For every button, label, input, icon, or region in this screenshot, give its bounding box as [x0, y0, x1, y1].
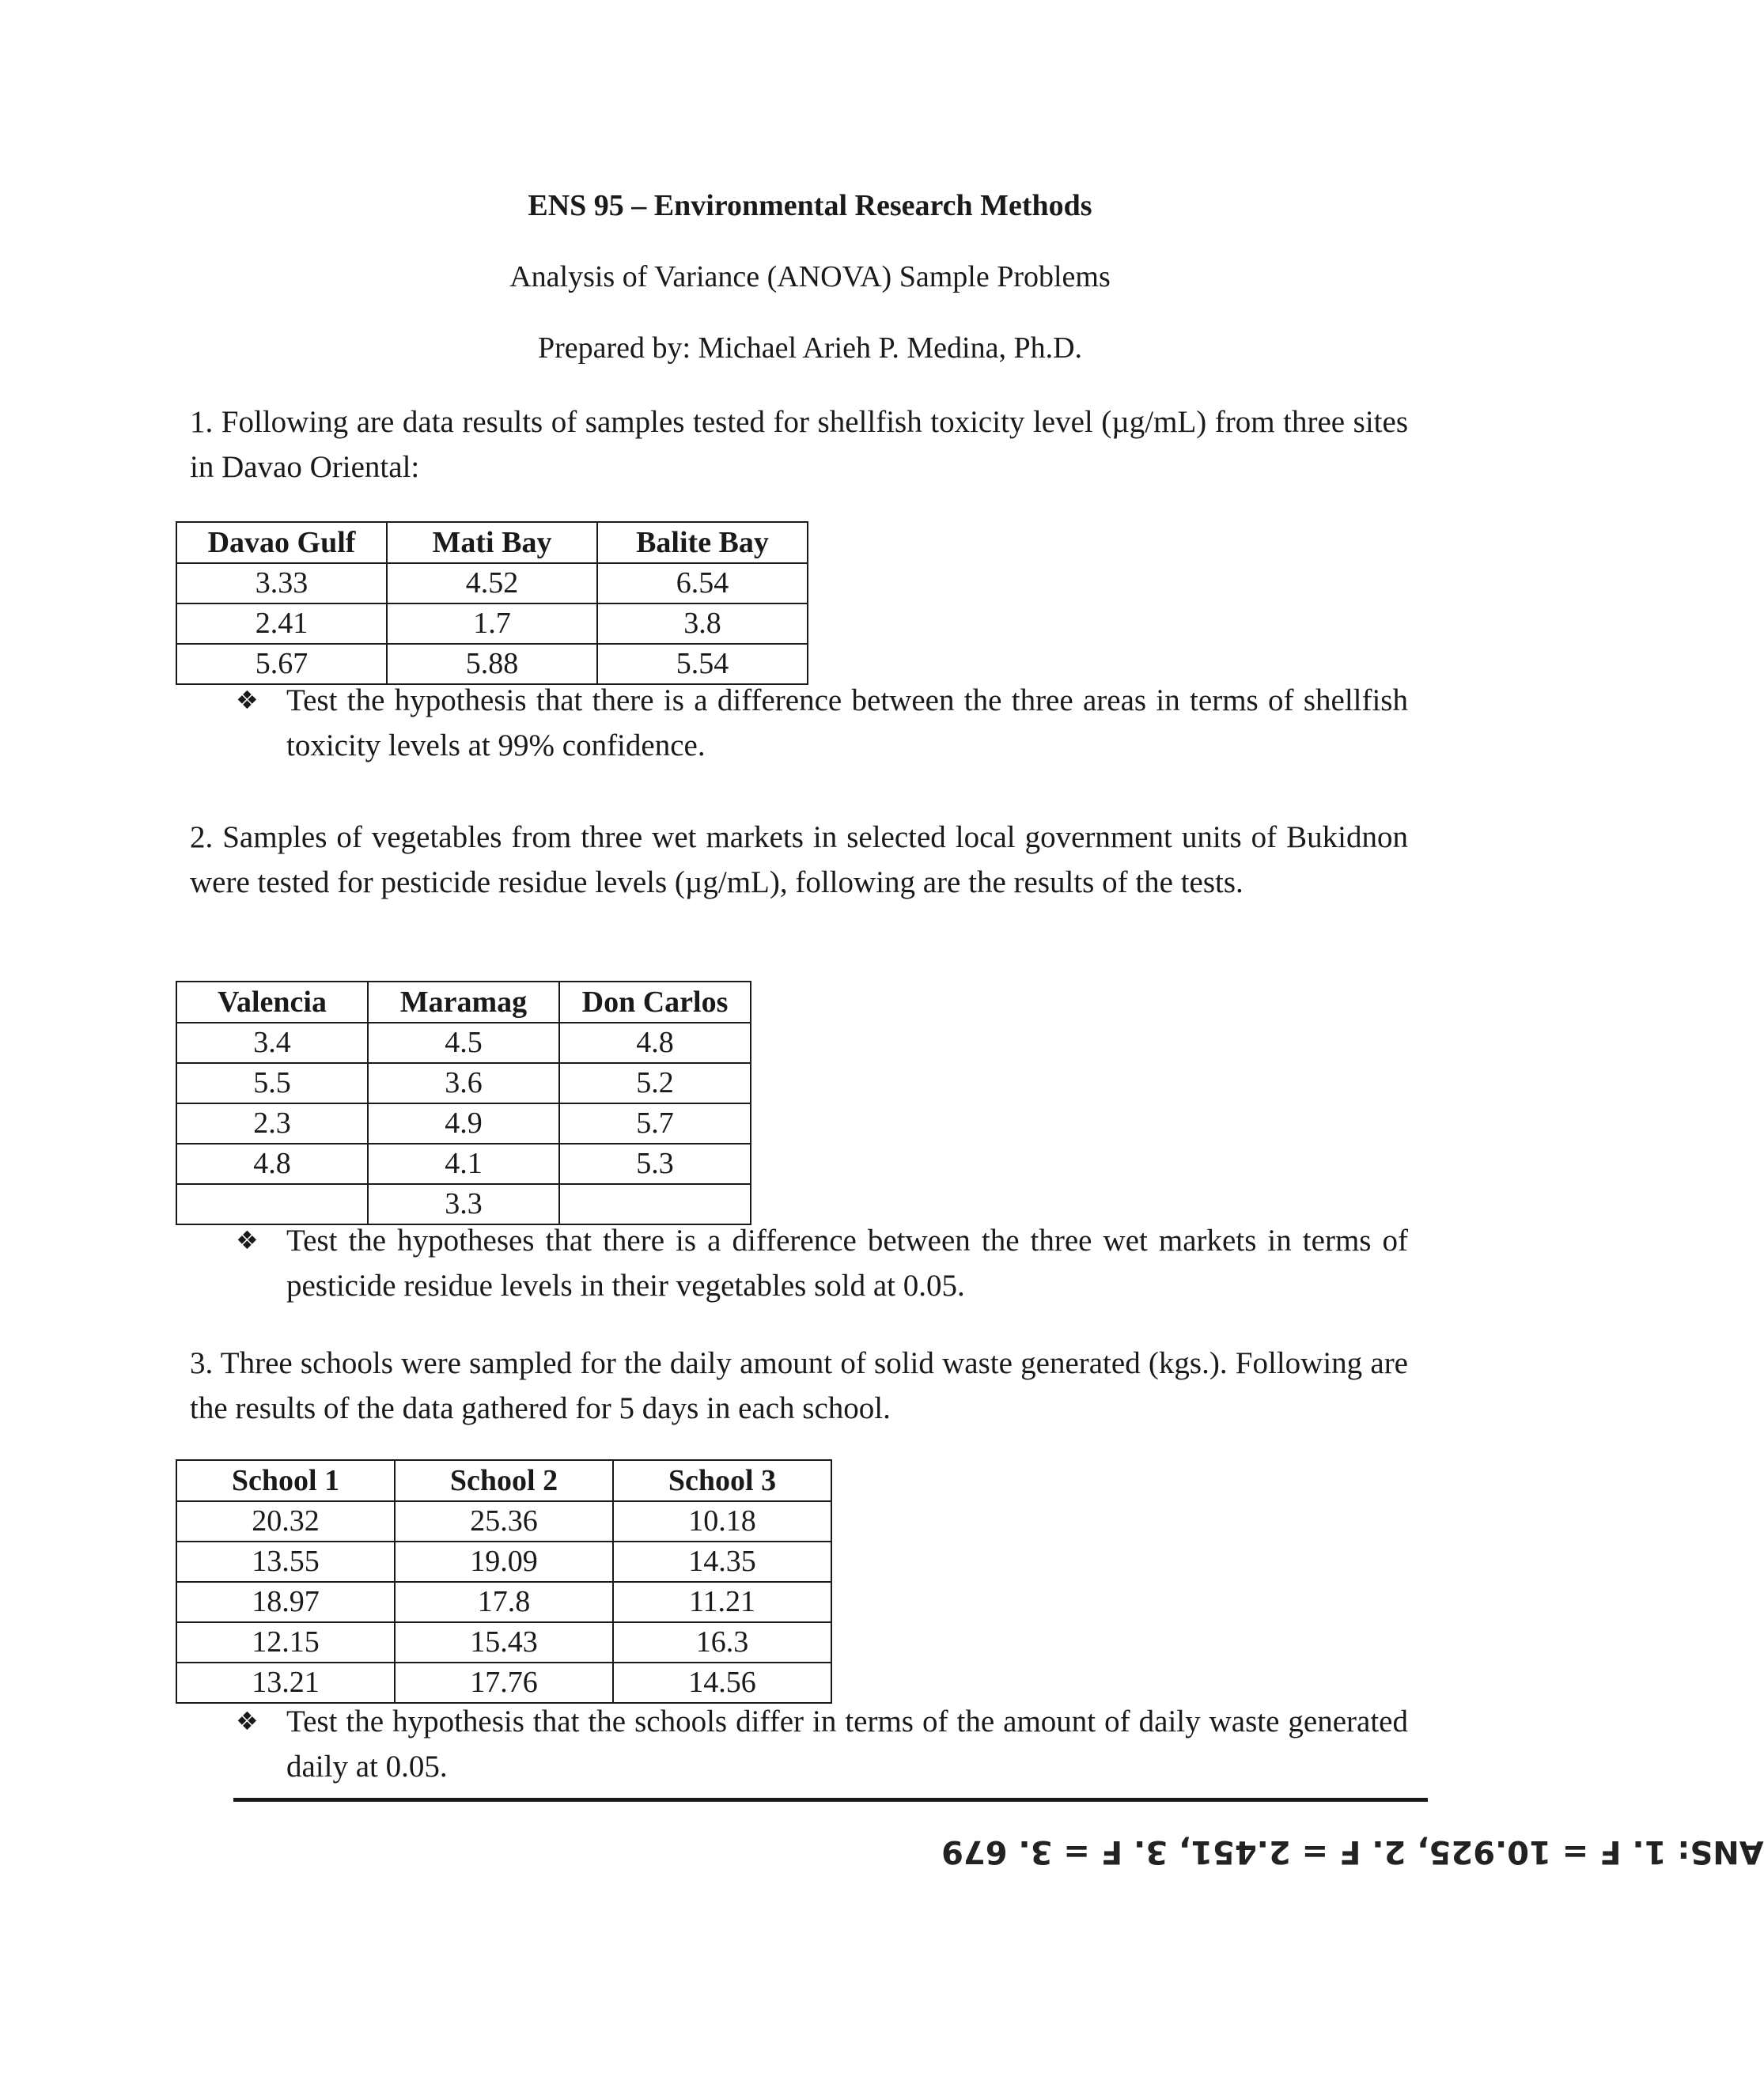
column-header: School 2 [395, 1460, 613, 1501]
table-cell: 14.56 [613, 1663, 831, 1703]
document-subtitle: Analysis of Variance (ANOVA) Sample Problems [509, 260, 1111, 293]
table-cell: 2.3 [176, 1103, 368, 1144]
diamond-bullet-icon: ❖ [236, 1706, 259, 1736]
problem-2-task [237, 1218, 1408, 1308]
table-cell: 3.33 [176, 563, 387, 603]
table-cell: 3.4 [176, 1023, 368, 1063]
problem-3-statement: 3. Three schools were sampled for the daily amount of solid waste generated (kgs.). Following are the results of the data gathered for 5 days in each school. [190, 1346, 1408, 1425]
table-cell: 13.55 [176, 1542, 395, 1582]
table-row [176, 1063, 751, 1103]
table-row [176, 1663, 831, 1703]
table-cell: 5.54 [597, 644, 808, 684]
upside-down-answer-key: ANS: 1. F = 10.925, 2. F = 2.451, 3. F = 3. 679 [941, 1833, 1764, 1870]
table-cell: 4.1 [368, 1144, 559, 1184]
problem-2-statement: 2. Samples of vegetables from three wet markets in selected local government units of Bukidnon were tested for pesticide residue levels (µg/mL), following are the results of the tests. [190, 820, 1408, 899]
diamond-bullet-icon: ❖ [236, 1225, 259, 1255]
table-cell: 4.9 [368, 1103, 559, 1144]
document-title: ENS 95 – Environmental Research Methods [528, 189, 1092, 222]
table-row [176, 1144, 751, 1184]
table-cell: 16.3 [613, 1622, 831, 1663]
table-cell: 4.5 [368, 1023, 559, 1063]
table-cell: 5.5 [176, 1063, 368, 1103]
table-row [176, 1582, 831, 1622]
table-cell: 13.21 [176, 1663, 395, 1703]
task-text: Test the hypotheses that there is a difference between the three wet markets in terms of pesticide residue levels in their vegetables sold at 0.05. [286, 1224, 1408, 1303]
table-cell: 4.8 [176, 1144, 368, 1184]
table-cell: 5.3 [559, 1144, 751, 1184]
column-header: School 1 [176, 1460, 395, 1501]
table-cell: 5.88 [387, 644, 597, 684]
table-cell: 5.2 [559, 1063, 751, 1103]
column-header: Balite Bay [597, 522, 808, 563]
table-cell: 4.8 [559, 1023, 751, 1063]
column-header: Davao Gulf [176, 522, 387, 563]
problem-2-table [176, 981, 751, 1225]
table-cell: 3.3 [368, 1184, 559, 1224]
table-cell: 17.8 [395, 1582, 613, 1622]
table-cell: 17.76 [395, 1663, 613, 1703]
problem-1-statement: 1. Following are data results of samples tested for shellfish toxicity level (µg/mL) from three sites in Davao Oriental: [190, 405, 1408, 484]
task-text: Test the hypothesis that the schools differ in terms of the amount of daily waste generated daily at 0.05. [286, 1704, 1408, 1784]
problem-3-task [237, 1699, 1408, 1789]
table-row [176, 1501, 831, 1542]
table-cell: 4.52 [387, 563, 597, 603]
table-cell: 14.35 [613, 1542, 831, 1582]
column-header: Don Carlos [559, 982, 751, 1023]
problem-3-table [176, 1459, 832, 1704]
table-row [176, 1023, 751, 1063]
problem-1-task [237, 678, 1408, 768]
table-cell: 12.15 [176, 1622, 395, 1663]
table-cell: 18.97 [176, 1582, 395, 1622]
column-header: Maramag [368, 982, 559, 1023]
table-cell: 20.32 [176, 1501, 395, 1542]
table-cell: 3.6 [368, 1063, 559, 1103]
table-cell: 19.09 [395, 1542, 613, 1582]
table-cell: 11.21 [613, 1582, 831, 1622]
table-cell: 2.41 [176, 603, 387, 644]
table-cell: 5.7 [559, 1103, 751, 1144]
table-row [176, 1542, 831, 1582]
diamond-bullet-icon: ❖ [236, 685, 259, 715]
table-cell: 5.67 [176, 644, 387, 684]
table-cell: 10.18 [613, 1501, 831, 1542]
table-header-row [176, 522, 808, 563]
table-cell: 1.7 [387, 603, 597, 644]
table-cell: 3.8 [597, 603, 808, 644]
table-row [176, 603, 808, 644]
column-header: Mati Bay [387, 522, 597, 563]
table-header-row [176, 1460, 831, 1501]
table-header-row [176, 982, 751, 1023]
table-cell: 15.43 [395, 1622, 613, 1663]
horizontal-rule [233, 1798, 1428, 1802]
table-row [176, 1103, 751, 1144]
table-cell: 25.36 [395, 1501, 613, 1542]
column-header: Valencia [176, 982, 368, 1023]
column-header: School 3 [613, 1460, 831, 1501]
table-row [176, 1622, 831, 1663]
author-line: Prepared by: Michael Arieh P. Medina, Ph.D. [537, 331, 1083, 365]
task-text: Test the hypothesis that there is a difference between the three areas in terms of shellfish toxicity levels at 99% confidence. [286, 683, 1408, 762]
problem-1-table [176, 521, 808, 685]
table-row [176, 563, 808, 603]
table-cell: 6.54 [597, 563, 808, 603]
